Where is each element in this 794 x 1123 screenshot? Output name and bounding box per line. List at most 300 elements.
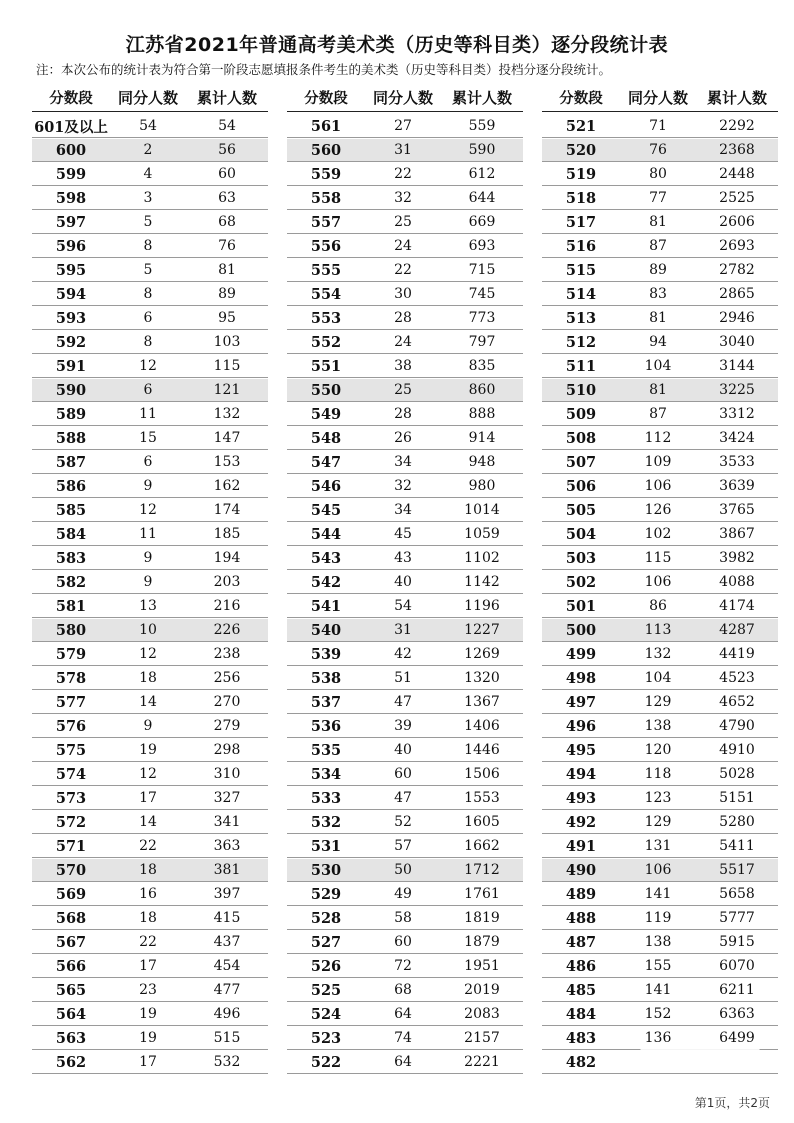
cumulative-cell: 63 [218,190,236,206]
same-count-cell: 138 [644,934,672,950]
score-cell: 556 [310,237,342,255]
score-cell: 535 [310,741,342,759]
same-count-cell: 32 [394,190,412,206]
table-row [287,1051,523,1074]
same-count-cell: 17 [139,958,157,974]
same-count-cell: 60 [394,934,412,950]
table-row [32,883,268,906]
same-count-cell: 4 [143,166,153,182]
cumulative-cell: 4790 [719,718,755,734]
table-row [287,787,523,810]
score-cell: 577 [55,693,87,711]
table-column-3 [542,84,778,1075]
score-cell: 512 [565,333,597,351]
table-row [32,979,268,1002]
same-count-cell: 5 [143,214,153,230]
same-count-cell: 104 [644,358,672,374]
cumulative-cell: 2782 [719,262,755,278]
cumulative-cell: 310 [213,766,241,782]
table-row [32,571,268,594]
table-row [32,691,268,714]
table-row [542,1003,778,1026]
cumulative-cell: 3765 [719,502,755,518]
cumulative-cell: 1227 [464,622,500,638]
cumulative-cell: 454 [213,958,241,974]
same-count-cell: 74 [394,1030,412,1046]
score-cell: 573 [55,789,87,807]
score-cell: 503 [565,549,597,567]
cumulative-cell: 1102 [464,550,500,566]
score-cell: 583 [55,549,87,567]
same-count-cell: 23 [139,982,157,998]
table-row [542,427,778,450]
table-row [287,451,523,474]
same-count-cell: 71 [649,118,667,134]
table-row [542,259,778,282]
score-cell: 532 [310,813,342,831]
score-cell: 563 [55,1029,87,1047]
cumulative-cell: 693 [468,238,496,254]
score-cell: 498 [565,669,597,687]
table-row [542,859,778,882]
same-count-cell: 11 [139,526,157,542]
header-same-count: 同分人数 [372,89,433,107]
score-cell: 519 [565,165,597,183]
score-cell: 521 [565,117,597,135]
score-cell: 557 [310,213,342,231]
cumulative-cell: 669 [468,214,496,230]
score-cell: 585 [55,501,87,519]
table-row [287,139,523,162]
table-row [32,715,268,738]
score-cell: 508 [565,429,597,447]
cumulative-cell: 1269 [464,646,500,662]
same-count-cell: 152 [644,1006,672,1022]
score-cell: 500 [565,621,597,639]
same-count-cell: 31 [394,622,412,638]
cumulative-cell: 948 [468,454,496,470]
table-row [287,883,523,906]
same-count-cell: 42 [394,646,412,662]
table-row [32,331,268,354]
score-cell: 571 [55,837,87,855]
score-cell: 528 [310,909,342,927]
cumulative-cell: 2019 [464,982,500,998]
same-count-cell: 14 [139,694,157,710]
table-row [32,1027,268,1050]
cumulative-cell: 256 [213,670,241,686]
table-row [287,259,523,282]
same-count-cell: 77 [649,190,667,206]
same-count-cell: 28 [394,406,412,422]
table-column-2 [287,84,523,1075]
header-divider [32,111,268,112]
table-row [542,283,778,306]
table-header [287,84,523,111]
same-count-cell: 12 [139,502,157,518]
table-row [542,523,778,546]
same-count-cell: 132 [644,646,672,662]
table-row [287,667,523,690]
same-count-cell: 8 [143,286,153,302]
cumulative-cell: 153 [213,454,241,470]
score-cell: 544 [310,525,342,543]
score-cell: 558 [310,189,342,207]
cumulative-cell: 3424 [719,430,755,446]
same-count-cell: 136 [644,1030,672,1046]
score-cell: 517 [565,213,597,231]
cumulative-cell: 60 [218,166,236,182]
cumulative-cell: 477 [213,982,241,998]
table-row [542,307,778,330]
score-cell: 584 [55,525,87,543]
table-row [542,643,778,666]
cumulative-cell: 68 [218,214,236,230]
same-count-cell: 19 [139,1006,157,1022]
cumulative-cell: 327 [213,790,241,806]
same-count-cell: 94 [649,334,667,350]
score-cell: 591 [55,357,87,375]
same-count-cell: 22 [139,838,157,854]
score-cell: 514 [565,285,597,303]
same-count-cell: 34 [394,502,412,518]
same-count-cell: 102 [644,526,672,542]
score-cell: 572 [55,813,87,831]
header-divider [542,111,778,112]
same-count-cell: 54 [139,118,157,134]
cumulative-cell: 1712 [464,862,500,878]
table-row [287,499,523,522]
score-cell: 567 [55,933,87,951]
score-cell: 536 [310,717,342,735]
table-row [287,691,523,714]
table-row [287,475,523,498]
cumulative-cell: 81 [218,262,236,278]
cumulative-cell: 3144 [719,358,755,374]
same-count-cell: 106 [644,478,672,494]
same-count-cell: 58 [394,910,412,926]
same-count-cell: 15 [139,430,157,446]
same-count-cell: 38 [394,358,412,374]
cumulative-cell: 279 [213,718,241,734]
table-row [32,379,268,402]
score-cell: 511 [565,357,597,375]
table-row [32,907,268,930]
table-row [32,187,268,210]
score-cell: 564 [55,1005,87,1023]
table-row [287,979,523,1002]
score-cell: 547 [310,453,342,471]
table-row [32,475,268,498]
cumulative-cell: 3040 [719,334,755,350]
same-count-cell: 12 [139,646,157,662]
table-row [287,235,523,258]
cumulative-cell: 4910 [719,742,755,758]
cumulative-cell: 2693 [719,238,755,254]
same-count-cell: 81 [649,382,667,398]
table-row [287,859,523,882]
score-cell: 601及以上 [34,118,108,136]
same-count-cell: 34 [394,454,412,470]
score-cell: 486 [565,957,597,975]
cumulative-cell: 6211 [719,982,755,998]
table-row [542,475,778,498]
score-cell: 515 [565,261,597,279]
table-row [32,235,268,258]
table-row [287,955,523,978]
cumulative-cell: 381 [213,862,241,878]
same-count-cell: 8 [143,238,153,254]
same-count-cell: 129 [644,814,672,830]
table-row [542,163,778,186]
table-row [542,739,778,762]
cumulative-cell: 147 [213,430,241,446]
table-row [542,715,778,738]
cumulative-cell: 4088 [719,574,755,590]
score-cell: 523 [310,1029,342,1047]
cumulative-cell: 341 [213,814,241,830]
table-row [287,595,523,618]
cumulative-cell: 3225 [719,382,755,398]
header-score-range: 分数段 [304,91,348,107]
table-row [542,667,778,690]
score-cell: 576 [55,717,87,735]
score-cell: 518 [565,189,597,207]
score-cell: 575 [55,741,87,759]
cumulative-cell: 270 [213,694,241,710]
table-row [542,331,778,354]
cumulative-cell: 515 [213,1030,241,1046]
same-count-cell: 27 [394,118,412,134]
cumulative-cell: 745 [468,286,496,302]
watermark-overlay [640,1048,760,1072]
score-cell: 588 [55,429,87,447]
same-count-cell: 131 [644,838,672,854]
table-row [32,667,268,690]
cumulative-cell: 3639 [719,478,755,494]
score-cell: 592 [55,333,87,351]
table-row [32,211,268,234]
score-cell: 568 [55,909,87,927]
score-cell: 492 [565,813,597,831]
same-count-cell: 31 [394,142,412,158]
score-cell: 543 [310,549,342,567]
cumulative-cell: 2157 [464,1030,500,1046]
score-cell: 520 [565,141,597,159]
table-rows [542,115,778,1074]
cumulative-cell: 216 [213,598,241,614]
table-row [32,1003,268,1026]
table-row [287,715,523,738]
score-cell: 600 [55,141,87,159]
cumulative-cell: 1553 [464,790,500,806]
cumulative-cell: 5151 [719,790,755,806]
table-row [287,811,523,834]
score-cell: 566 [55,957,87,975]
score-cell: 562 [55,1053,87,1071]
same-count-cell: 57 [394,838,412,854]
score-cell: 497 [565,693,597,711]
score-cell: 522 [310,1053,342,1071]
table-row [287,379,523,402]
same-count-cell: 83 [649,286,667,302]
cumulative-cell: 1196 [464,598,500,614]
score-cell: 488 [565,909,597,927]
table-row [542,835,778,858]
header-score-range: 分数段 [49,91,93,107]
score-cell: 580 [55,621,87,639]
same-count-cell: 39 [394,718,412,734]
table-row [32,451,268,474]
table-row [32,955,268,978]
same-count-cell: 9 [143,478,153,494]
cumulative-cell: 56 [218,142,236,158]
page-footer: 第1页，共2页 [694,1096,770,1110]
cumulative-cell: 4419 [719,646,755,662]
score-cell: 542 [310,573,342,591]
cumulative-cell: 715 [468,262,496,278]
cumulative-cell: 226 [213,622,241,638]
table-row [542,451,778,474]
same-count-cell: 13 [139,598,157,614]
same-count-cell: 138 [644,718,672,734]
same-count-cell: 86 [649,598,667,614]
score-cell: 579 [55,645,87,663]
table-note: 注：本次公布的统计表为符合第一阶段志愿填报条件考生的美术类（历史等科目类）投档分逐分段统计。 [36,62,612,77]
score-cell: 561 [310,117,342,135]
same-count-cell: 43 [394,550,412,566]
table-row [32,739,268,762]
same-count-cell: 8 [143,334,153,350]
cumulative-cell: 797 [468,334,496,350]
table-row [287,403,523,426]
same-count-cell: 24 [394,334,412,350]
cumulative-cell: 132 [213,406,241,422]
score-cell: 545 [310,501,342,519]
cumulative-cell: 4287 [719,622,755,638]
score-cell: 510 [565,381,597,399]
table-row [542,787,778,810]
table-row [32,523,268,546]
score-cell: 552 [310,333,342,351]
table-row [287,763,523,786]
cumulative-cell: 2368 [719,142,755,158]
score-cell: 587 [55,453,87,471]
score-cell: 559 [310,165,342,183]
table-rows [287,115,523,1074]
score-cell: 538 [310,669,342,687]
score-cell: 490 [565,861,597,879]
table-row [32,787,268,810]
score-cell: 501 [565,597,597,615]
table-row [287,163,523,186]
cumulative-cell: 1367 [464,694,500,710]
cumulative-cell: 4523 [719,670,755,686]
table-row [287,931,523,954]
score-cell: 565 [55,981,87,999]
same-count-cell: 19 [139,1030,157,1046]
score-cell: 593 [55,309,87,327]
same-count-cell: 11 [139,406,157,422]
same-count-cell: 12 [139,358,157,374]
same-count-cell: 113 [644,622,672,638]
cumulative-cell: 4174 [719,598,755,614]
score-cell: 596 [55,237,87,255]
score-cell: 506 [565,477,597,495]
table-row [542,379,778,402]
same-count-cell: 76 [649,142,667,158]
cumulative-cell: 1142 [464,574,500,590]
same-count-cell: 25 [394,214,412,230]
cumulative-cell: 2865 [719,286,755,302]
same-count-cell: 3 [143,190,153,206]
same-count-cell: 109 [644,454,672,470]
score-cell: 494 [565,765,597,783]
score-cell: 586 [55,477,87,495]
table-row [287,355,523,378]
score-cell: 590 [55,381,87,399]
same-count-cell: 30 [394,286,412,302]
same-count-cell: 60 [394,766,412,782]
cumulative-cell: 5411 [719,838,755,854]
same-count-cell: 87 [649,238,667,254]
score-cell: 550 [310,381,342,399]
cumulative-cell: 1879 [464,934,500,950]
table-header [32,84,268,111]
table-row [287,331,523,354]
score-cell: 485 [565,981,597,999]
cumulative-cell: 174 [213,502,241,518]
table-row [287,1027,523,1050]
table-row [32,1051,268,1074]
cumulative-cell: 2083 [464,1006,500,1022]
score-cell: 529 [310,885,342,903]
score-cell: 554 [310,285,342,303]
same-count-cell: 25 [394,382,412,398]
score-cell: 525 [310,981,342,999]
score-cell: 531 [310,837,342,855]
score-cell: 581 [55,597,87,615]
table-row [542,595,778,618]
cumulative-cell: 5915 [719,934,755,950]
score-cell: 487 [565,933,597,951]
table-row [542,955,778,978]
same-count-cell: 10 [139,622,157,638]
same-count-cell: 72 [394,958,412,974]
same-count-cell: 5 [143,262,153,278]
table-row [32,115,268,138]
cumulative-cell: 5517 [719,862,755,878]
same-count-cell: 18 [139,862,157,878]
cumulative-cell: 888 [468,406,496,422]
same-count-cell: 18 [139,910,157,926]
same-count-cell: 32 [394,478,412,494]
same-count-cell: 129 [644,694,672,710]
table-row [287,835,523,858]
header-cumulative: 累计人数 [451,89,512,107]
cumulative-cell: 3867 [719,526,755,542]
table-row [542,547,778,570]
same-count-cell: 22 [394,262,412,278]
table-row [32,427,268,450]
cumulative-cell: 162 [213,478,241,494]
same-count-cell: 81 [649,214,667,230]
same-count-cell: 6 [143,454,153,470]
score-cell: 553 [310,309,342,327]
same-count-cell: 18 [139,670,157,686]
table-header [542,84,778,111]
same-count-cell: 118 [644,766,672,782]
